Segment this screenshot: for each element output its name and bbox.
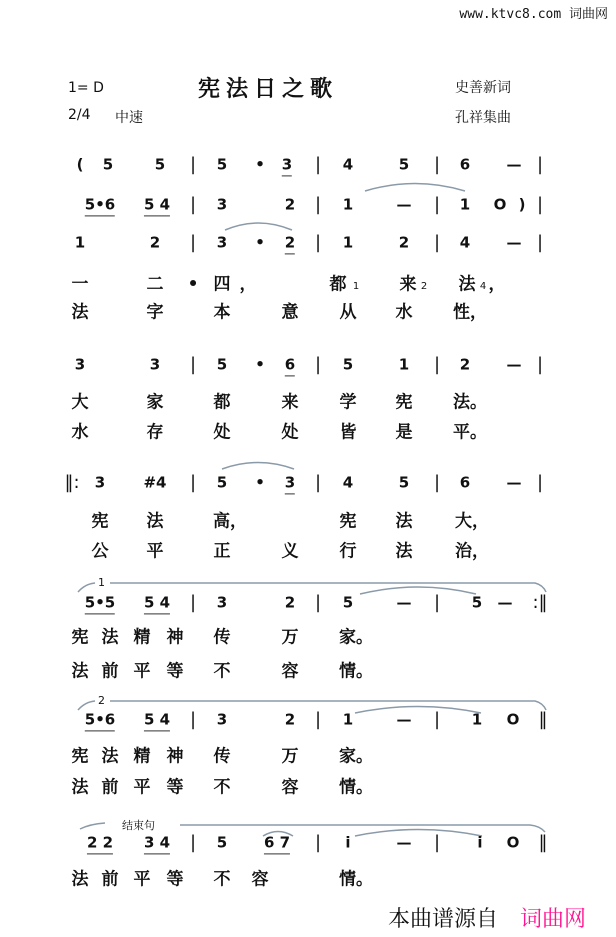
barline: |	[433, 472, 441, 493]
note: 3	[94, 473, 106, 492]
lyric-char: 法	[146, 511, 164, 532]
note: 2	[149, 233, 161, 252]
note: 3	[149, 355, 161, 374]
lyric-char: 容	[281, 661, 299, 682]
lyric-char: 法	[71, 777, 89, 798]
barline: |	[536, 354, 544, 375]
note: —	[396, 593, 412, 612]
lyric-char: 性，	[453, 302, 487, 323]
slur	[355, 707, 481, 714]
note: 5	[102, 155, 114, 174]
note: 2	[284, 593, 296, 612]
barline: |	[189, 354, 197, 375]
barline: |	[433, 592, 441, 613]
barline: |	[189, 154, 197, 175]
volta-1-bracket	[78, 583, 546, 592]
barline: |	[433, 154, 441, 175]
lyric-char: 不	[213, 777, 231, 798]
lyric-char: 法	[395, 541, 413, 562]
note: 6 7	[264, 835, 290, 854]
lyric-char: 神	[166, 746, 184, 767]
note: •	[255, 155, 265, 174]
note: i	[477, 833, 483, 852]
note: 2	[285, 235, 295, 254]
lyric-char: 家	[146, 392, 164, 413]
lyric-char: 处	[213, 422, 231, 443]
note: 5	[154, 155, 166, 174]
slur	[225, 223, 292, 230]
lyric-char: 等	[166, 777, 184, 798]
time-signature: 2/4	[68, 107, 91, 123]
barline: |	[189, 709, 197, 730]
barline: |	[536, 232, 544, 253]
barline: |	[536, 154, 544, 175]
ending-label: 结束句	[122, 819, 155, 832]
note: 3	[216, 593, 228, 612]
lyric-char: 存	[146, 422, 164, 443]
footer-source-label: 本曲谱源自	[388, 907, 499, 932]
lyric-char: 前	[101, 777, 119, 798]
lyric-char: 法	[395, 511, 413, 532]
slur	[222, 463, 294, 470]
note: —	[506, 473, 522, 492]
note: 5	[342, 593, 354, 612]
lyric-char: 万	[281, 627, 299, 648]
note: —	[396, 195, 412, 214]
slur	[365, 184, 465, 192]
lyric-char: 皆	[339, 422, 357, 443]
note: 3	[282, 157, 292, 176]
lyric-char: 神	[166, 627, 184, 648]
lyric-char: 来	[281, 392, 299, 413]
note: 1	[459, 195, 471, 214]
note: 2	[459, 355, 471, 374]
tempo: 中速	[115, 110, 143, 126]
lyric-char: 不	[213, 661, 231, 682]
barline: |	[433, 194, 441, 215]
lyric-char: 一	[71, 274, 89, 295]
lyric-char: 从	[339, 302, 357, 323]
volta-1-label: 1	[98, 576, 105, 589]
lyric-char: 义	[281, 541, 299, 562]
note: (	[76, 155, 84, 174]
lyric-char: 精	[133, 627, 151, 648]
song-title: 宪法日之歌	[198, 76, 339, 102]
lyric-char: 法	[71, 661, 89, 682]
lyric-char: 情。	[339, 869, 373, 890]
barline: |	[189, 194, 197, 215]
lyric-char: 前	[101, 661, 119, 682]
note: O	[493, 195, 507, 214]
lyricist: 史善新词	[455, 80, 511, 96]
lyric-char: 行	[339, 541, 357, 562]
lyric-char: 宪	[71, 627, 89, 648]
lyric-char: 字	[146, 302, 164, 323]
note: —	[396, 833, 412, 852]
barline: |	[314, 354, 322, 375]
barline: |	[189, 232, 197, 253]
lyric-char: 容	[251, 869, 269, 890]
barline: |	[189, 592, 197, 613]
lyric-char: 法	[458, 274, 476, 295]
lyric-char: 万	[281, 746, 299, 767]
lyric-char: 二	[146, 274, 164, 295]
lyric-char: 情。	[339, 661, 373, 682]
note: 3	[216, 710, 228, 729]
barline: |	[314, 194, 322, 215]
note: 2	[398, 233, 410, 252]
slur	[360, 587, 476, 594]
note: 2 2	[87, 835, 113, 854]
lyric-char: 处	[281, 422, 299, 443]
lyric-char: 等	[166, 869, 184, 890]
footer-source-site: 词曲网	[520, 907, 587, 932]
lyric-char: 平	[133, 777, 151, 798]
lyric-char: 平	[133, 661, 151, 682]
lyric-char: 4	[479, 281, 487, 292]
barline: |	[314, 832, 322, 853]
lyric-char: •	[187, 274, 199, 295]
note: 5	[216, 473, 228, 492]
lyric-char: 家。	[339, 746, 373, 767]
barline: |	[433, 832, 441, 853]
note: •	[255, 355, 265, 374]
lyric-char: 不	[213, 869, 231, 890]
lyric-char: 前	[101, 869, 119, 890]
note: 1	[471, 710, 483, 729]
note: 5	[398, 473, 410, 492]
lyric-char: 平	[146, 541, 164, 562]
note: 5 4	[144, 595, 170, 614]
note: 6	[285, 357, 295, 376]
lyric-char: 等	[166, 661, 184, 682]
lyric-char: 都	[213, 392, 231, 413]
lyric-char: 法	[101, 746, 119, 767]
lyric-char: 都	[329, 274, 347, 295]
note: 5	[216, 355, 228, 374]
note: 5 4	[144, 197, 170, 216]
note: —	[396, 710, 412, 729]
barline: |	[536, 194, 544, 215]
note: 5•6	[85, 712, 115, 731]
lyric-char: 四	[213, 274, 231, 295]
note: 1	[74, 233, 86, 252]
note: •	[255, 233, 265, 252]
barline: |	[314, 472, 322, 493]
note: 5	[471, 593, 483, 612]
note: O	[506, 833, 520, 852]
barline: |	[314, 154, 322, 175]
note: 3	[74, 355, 86, 374]
note: 5	[398, 155, 410, 174]
lyric-char: 平	[133, 869, 151, 890]
note: ‖:	[64, 472, 80, 493]
lyric-char: 法	[71, 869, 89, 890]
note: 2	[284, 195, 296, 214]
note: 3	[216, 233, 228, 252]
lyric-char: 传	[213, 627, 231, 648]
note: 5	[216, 155, 228, 174]
lyric-char: 宪	[339, 511, 357, 532]
note: O	[506, 710, 520, 729]
lyric-char: 高，	[213, 511, 247, 532]
barline: |	[433, 709, 441, 730]
lyric-char: 1	[352, 281, 360, 292]
note: )	[518, 195, 526, 214]
lyric-char: 大，	[455, 511, 489, 532]
lyric-char: 大	[71, 392, 89, 413]
note: 5	[342, 355, 354, 374]
note: ‖	[538, 832, 548, 853]
key-signature: 1= D	[68, 80, 104, 96]
lyric-char: ，	[488, 274, 506, 295]
lyric-char: 法	[101, 627, 119, 648]
lyric-char: 情。	[339, 777, 373, 798]
lyric-char: ，	[239, 274, 257, 295]
lyric-char: 学	[339, 392, 357, 413]
lyric-char: 容	[281, 777, 299, 798]
lyric-char: 宪	[395, 392, 413, 413]
note: i	[345, 833, 351, 852]
note: 1	[398, 355, 410, 374]
lyric-char: 宪	[71, 746, 89, 767]
barline: |	[189, 472, 197, 493]
lyric-char: 正	[213, 541, 231, 562]
note: 5•6	[85, 197, 115, 216]
note: 3	[216, 195, 228, 214]
lyric-char: 意	[281, 302, 299, 323]
note: 1	[342, 710, 354, 729]
barline: |	[433, 354, 441, 375]
lyric-char: 法	[71, 302, 89, 323]
lyric-char: 宪	[91, 511, 109, 532]
lyric-char: 公	[91, 541, 109, 562]
note: —	[506, 355, 522, 374]
note: 1	[342, 195, 354, 214]
note: 5 4	[144, 712, 170, 731]
lyric-char: 精	[133, 746, 151, 767]
note: 1	[342, 233, 354, 252]
lyric-char: 法。	[453, 392, 487, 413]
barline: |	[536, 472, 544, 493]
barline: |	[433, 232, 441, 253]
volta-2-label: 2	[98, 694, 105, 707]
note: 6	[459, 155, 471, 174]
note: 6	[459, 473, 471, 492]
note: 3	[285, 475, 295, 494]
volta-2-bracket	[78, 701, 546, 710]
note: —	[506, 155, 522, 174]
note: ‖	[538, 709, 548, 730]
note: #4	[143, 473, 167, 492]
barline: |	[189, 832, 197, 853]
barline: |	[314, 232, 322, 253]
slur	[355, 830, 482, 837]
barline: |	[314, 709, 322, 730]
lyric-char: 水	[71, 422, 89, 443]
note: 3 4	[144, 835, 170, 854]
barline: |	[314, 592, 322, 613]
note: 5•5	[85, 595, 115, 614]
lyric-char: 水	[395, 302, 413, 323]
lyric-char: 家。	[339, 627, 373, 648]
note: :‖	[532, 592, 548, 613]
lyric-char: 传	[213, 746, 231, 767]
composer: 孔祥集曲	[455, 110, 511, 126]
lyric-char: 治，	[455, 541, 489, 562]
lyric-char: 本	[213, 302, 231, 323]
lyric-char: 来	[399, 274, 417, 295]
lyric-char: 2	[420, 281, 428, 292]
note: 4	[342, 155, 354, 174]
note: 4	[342, 473, 354, 492]
note: —	[506, 233, 522, 252]
lyric-char: 平。	[453, 422, 487, 443]
note: 2	[284, 710, 296, 729]
site-watermark: www.ktvc8.com 词曲网	[459, 7, 608, 22]
note: •	[255, 473, 265, 492]
note: 4	[459, 233, 471, 252]
lyric-char: 是	[395, 422, 413, 443]
note: —	[497, 593, 513, 612]
note: 5	[216, 833, 228, 852]
